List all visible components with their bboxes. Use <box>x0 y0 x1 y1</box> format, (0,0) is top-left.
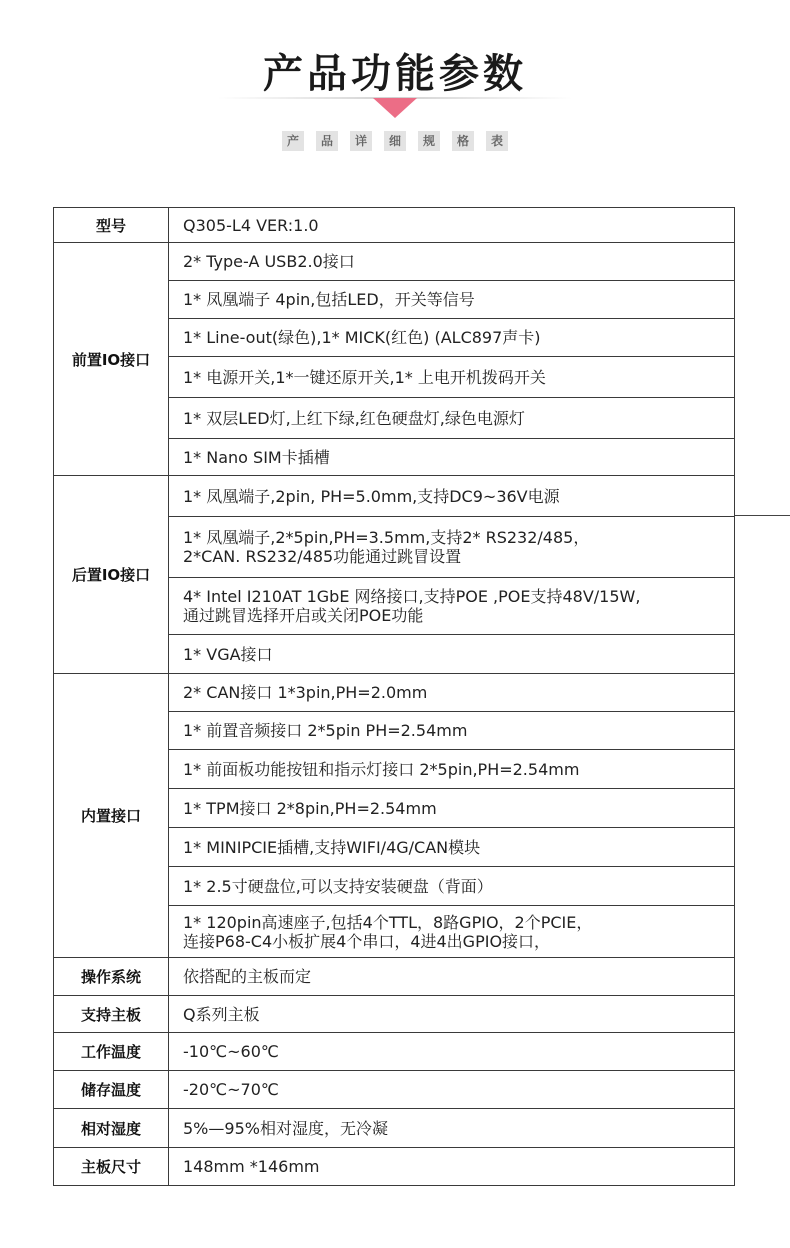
spec-value-line: 通过跳冒选择开启或关闭POE功能 <box>183 606 424 625</box>
spec-value: 1* 前置音频接口 2*5pin PH=2.54mm <box>169 712 735 750</box>
spec-row <box>54 208 735 243</box>
spec-value-line: 4* Intel I210AT 1GbE 网络接口,支持POE ,POE支持48V/15W, <box>183 587 641 606</box>
spec-value: 依搭配的主板而定 <box>169 958 735 996</box>
title-divider-left <box>218 97 398 99</box>
spec-label: 后置IO接口 <box>54 476 169 674</box>
subtitle-char: 细 <box>384 131 406 151</box>
spec-value <box>169 517 735 578</box>
spec-value: 1* MINIPCIE插槽,支持WIFI/4G/CAN模块 <box>169 828 735 867</box>
spec-value: 2* CAN接口 1*3pin,PH=2.0mm <box>169 674 735 712</box>
spec-value-line: 连接P68-C4小板扩展4个串口，4进4出GPIO接口， <box>183 931 551 951</box>
spec-value: 1* Nano SIM卡插槽 <box>169 439 735 476</box>
subtitle-char: 产 <box>282 131 304 151</box>
spec-value: 1* 凤凰端子 4pin,包括LED，开关等信号 <box>169 281 735 319</box>
spec-label: 型号 <box>54 208 169 243</box>
spec-value: 1* 2.5寸硬盘位,可以支持安装硬盘（背面） <box>169 867 735 906</box>
spec-table <box>53 207 735 1186</box>
spec-value: 5%—95%相对湿度，无冷凝 <box>169 1109 735 1148</box>
spec-value: -10℃~60℃ <box>169 1033 735 1071</box>
spec-value: -20℃~70℃ <box>169 1071 735 1109</box>
subtitle-char: 格 <box>452 131 474 151</box>
subtitle-char: 规 <box>418 131 440 151</box>
subtitle-char: 表 <box>486 131 508 151</box>
spec-value: 1* 前面板功能按钮和指示灯接口 2*5pin,PH=2.54mm <box>169 750 735 789</box>
triangle-marker-icon <box>373 98 417 118</box>
spec-value: 1* 双层LED灯,上红下绿,红色硬盘灯,绿色电源灯 <box>169 398 735 439</box>
subtitle-row <box>0 131 790 151</box>
spec-value-line: 2*CAN. RS232/485功能通过跳冒设置 <box>183 547 462 566</box>
page-header <box>0 0 790 190</box>
spec-label: 工作温度 <box>54 1033 169 1071</box>
spec-value: 1* 凤凰端子,2pin, PH=5.0mm,支持DC9~36V电源 <box>169 476 735 517</box>
spec-row <box>54 996 735 1033</box>
page-title: 产品功能参数 <box>263 51 527 97</box>
spec-row <box>54 958 735 996</box>
spec-label: 内置接口 <box>54 674 169 958</box>
spec-value-line: 1* 120pin高速座子,包括4个TTL，8路GPIO，2个PCIE， <box>183 912 593 932</box>
spec-value: Q系列主板 <box>169 996 735 1033</box>
side-divider-line <box>735 515 790 516</box>
title-divider-right <box>392 97 572 99</box>
spec-label: 储存温度 <box>54 1071 169 1109</box>
subtitle-char: 品 <box>316 131 338 151</box>
spec-value <box>169 906 735 958</box>
spec-value: 2* Type-A USB2.0接口 <box>169 243 735 281</box>
spec-row <box>54 476 735 517</box>
spec-row <box>54 674 735 712</box>
spec-row <box>54 243 735 281</box>
spec-table-body <box>54 208 735 1186</box>
subtitle-char: 详 <box>350 131 372 151</box>
spec-value: 1* TPM接口 2*8pin,PH=2.54mm <box>169 789 735 828</box>
spec-label: 主板尺寸 <box>54 1148 169 1186</box>
spec-value: 1* 电源开关,1*一键还原开关,1* 上电开机拨码开关 <box>169 357 735 398</box>
spec-value <box>169 578 735 635</box>
spec-row <box>54 1033 735 1071</box>
spec-row <box>54 1148 735 1186</box>
spec-value: Q305-L4 VER:1.0 <box>169 208 735 243</box>
spec-label: 操作系统 <box>54 958 169 996</box>
spec-value: 1* Line-out(绿色),1* MICK(红色) (ALC897声卡) <box>169 319 735 357</box>
spec-value: 148mm *146mm <box>169 1148 735 1186</box>
spec-label: 相对湿度 <box>54 1109 169 1148</box>
spec-label: 支持主板 <box>54 996 169 1033</box>
spec-value: 1* VGA接口 <box>169 635 735 674</box>
spec-row <box>54 1071 735 1109</box>
spec-label: 前置IO接口 <box>54 243 169 476</box>
spec-value-line: 1* 凤凰端子,2*5pin,PH=3.5mm,支持2* RS232/485， <box>183 528 590 547</box>
spec-row <box>54 1109 735 1148</box>
